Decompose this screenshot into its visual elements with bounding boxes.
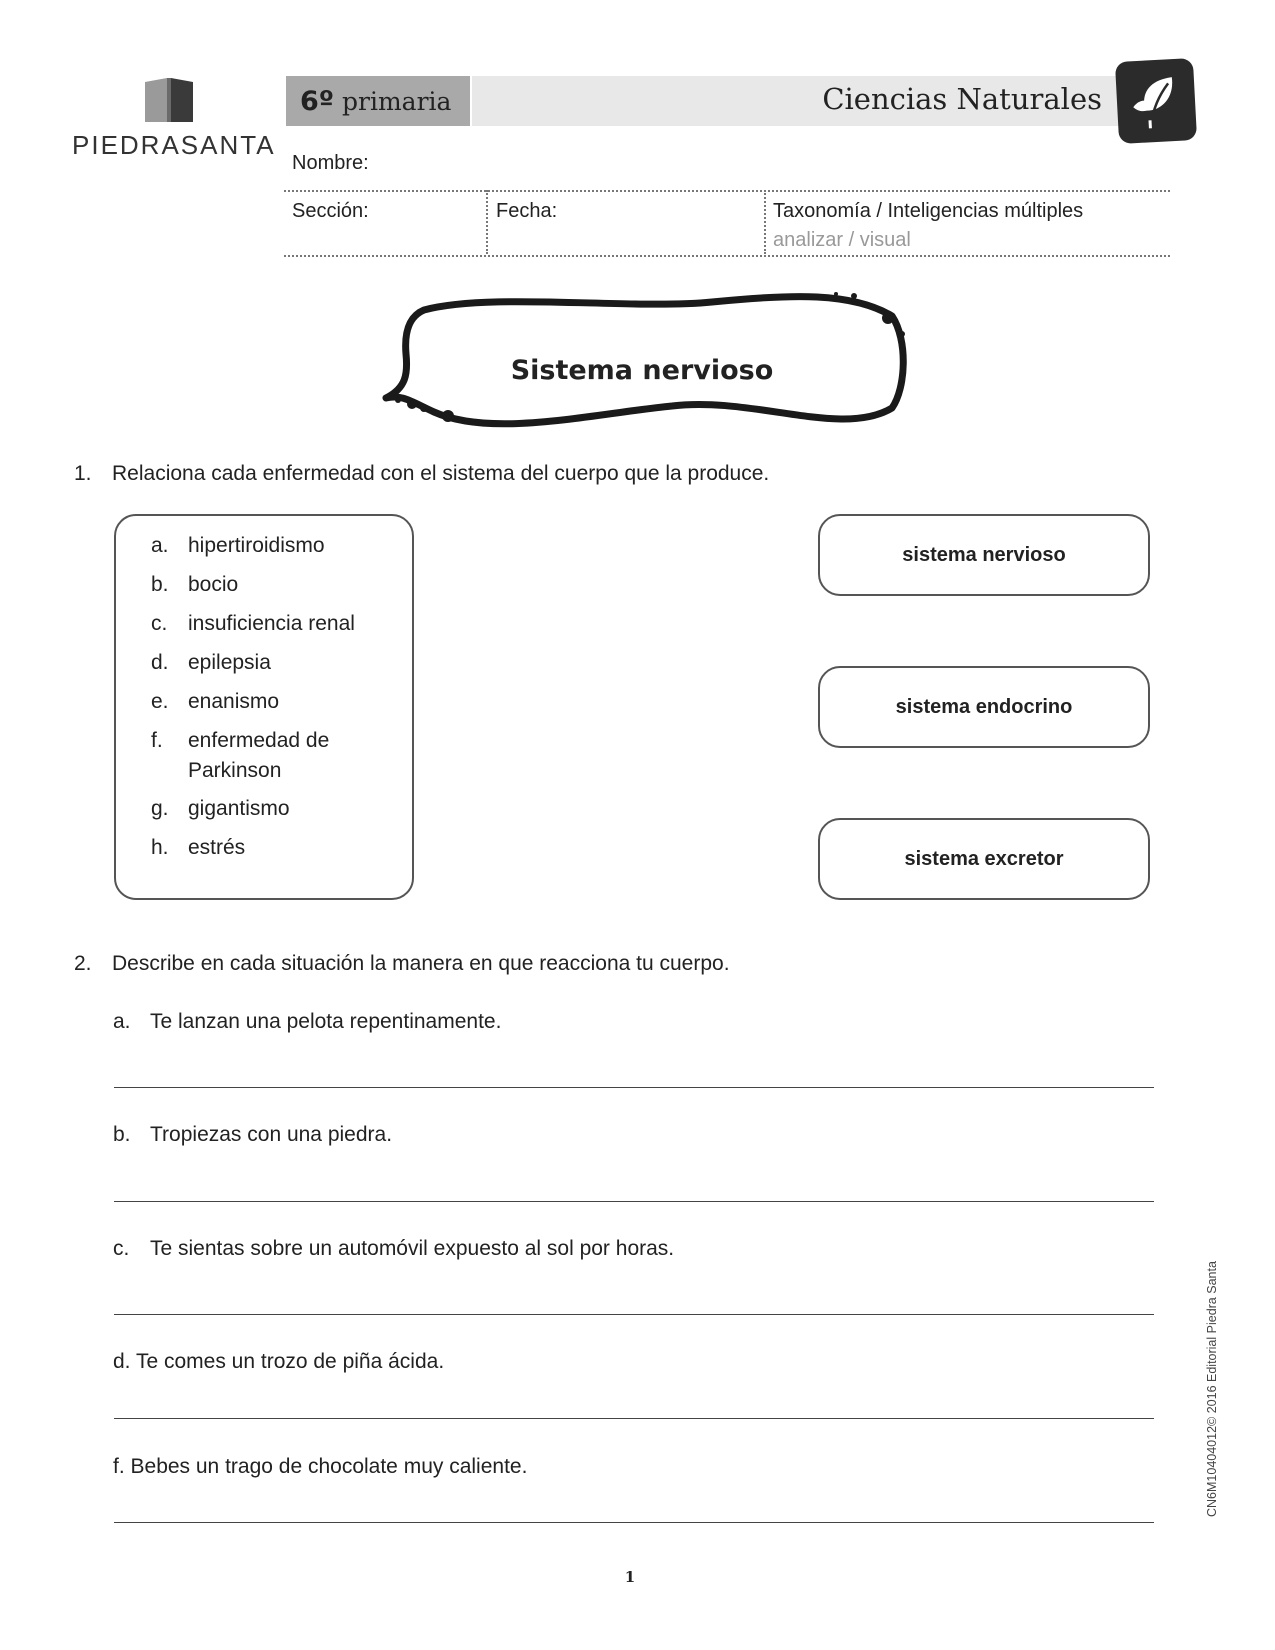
system-box-nervioso: sistema nervioso xyxy=(818,514,1150,596)
answer-line[interactable] xyxy=(114,1418,1154,1419)
situation-b: b. Tropiezas con una piedra. xyxy=(113,1123,393,1146)
situation-d: d. Te comes un trozo de piña ácida. xyxy=(113,1350,445,1373)
fecha-label: Fecha: xyxy=(496,200,558,222)
grade-level: primaria xyxy=(342,86,452,116)
seccion-label: Sección: xyxy=(292,200,369,222)
list-item: a. hipertiroidismo xyxy=(151,534,325,557)
situation-c: c. Te sientas sobre un automóvil expuesto al sol por horas. xyxy=(113,1237,675,1260)
leaf-icon xyxy=(1128,71,1185,132)
list-item: e. enanismo xyxy=(151,690,280,713)
book-logo-icon xyxy=(143,76,197,124)
page-number: 1 xyxy=(624,1568,636,1586)
question-1 xyxy=(74,462,769,486)
answer-line[interactable] xyxy=(114,1314,1154,1315)
divider xyxy=(486,190,488,254)
list-item: d. epilepsia xyxy=(151,651,271,674)
answer-line[interactable] xyxy=(114,1201,1154,1202)
system-box-endocrino: sistema endocrino xyxy=(818,666,1150,748)
list-item: c. insuficiencia renal xyxy=(151,612,355,635)
subject-title: Ciencias Naturales xyxy=(822,82,1102,116)
situation-f: f. Bebes un trago de chocolate muy caliente. xyxy=(113,1455,528,1478)
answer-line[interactable] xyxy=(114,1522,1154,1523)
question-text: Describe en cada situación la manera en que reacciona tu cuerpo. xyxy=(112,952,730,975)
question-text: Relaciona cada enfermedad con el sistema del cuerpo que la produce. xyxy=(112,462,770,485)
divider xyxy=(284,255,1170,257)
brand-name: PIEDRASANTA xyxy=(72,130,276,160)
page-title: Sistema nervioso xyxy=(510,355,774,386)
situation-a: a. Te lanzan una pelota repentinamente. xyxy=(113,1010,502,1033)
grade-number: 6º xyxy=(300,85,335,117)
divider xyxy=(284,190,1170,192)
question-2 xyxy=(74,952,730,976)
answer-line[interactable] xyxy=(114,1087,1154,1088)
system-box-excretor: sistema excretor xyxy=(818,818,1150,900)
list-item: h. estrés xyxy=(151,836,246,859)
nombre-label: Nombre: xyxy=(292,152,369,174)
taxonomy-label: Taxonomía / Inteligencias múltiples xyxy=(773,200,1084,222)
question-number: 1. xyxy=(74,462,92,485)
list-item: f. enfermedad de xyxy=(151,729,330,752)
grade-badge xyxy=(286,76,470,126)
copyright-text: CN6M10404012© 2016 Editorial Piedra Santa xyxy=(1205,1261,1219,1517)
list-item: g. gigantismo xyxy=(151,797,290,820)
taxonomy-value: analizar / visual xyxy=(773,229,911,251)
question-number: 2. xyxy=(74,952,92,975)
list-item-continuation: Parkinson xyxy=(188,759,282,782)
divider xyxy=(764,190,766,254)
leaf-badge xyxy=(1115,58,1197,144)
list-item: b. bocio xyxy=(151,573,239,596)
